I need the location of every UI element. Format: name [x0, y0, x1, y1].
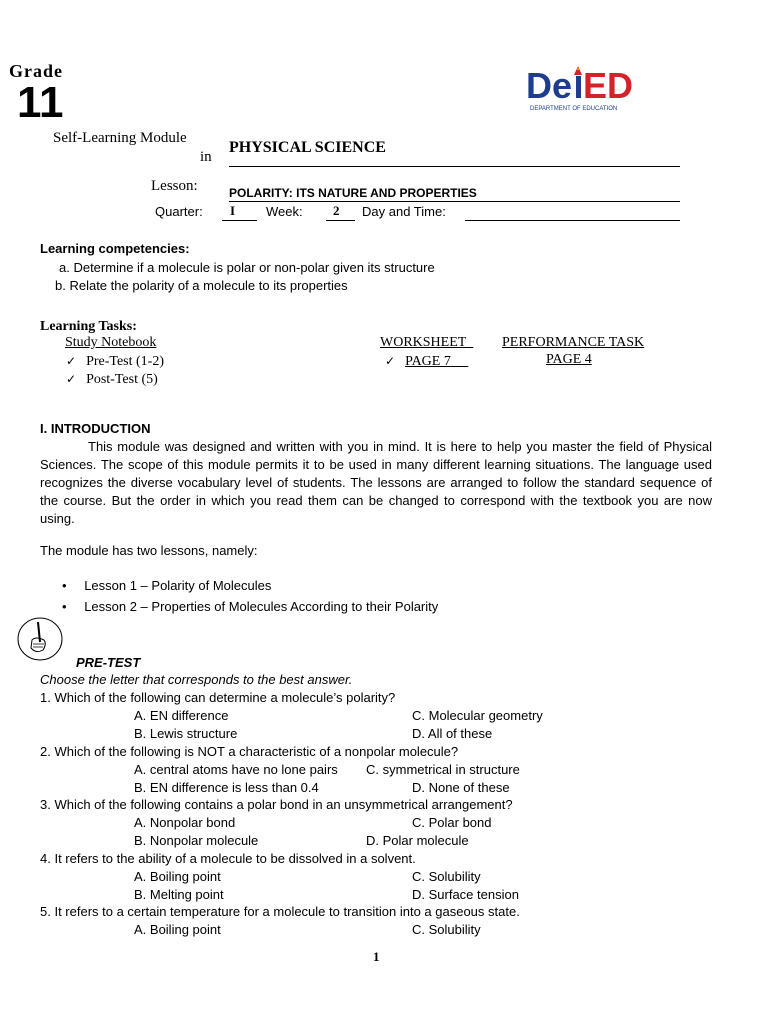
notebook-heading: Study Notebook — [65, 335, 157, 350]
performance-heading: PERFORMANCE TASK — [502, 335, 645, 350]
pencil-hand-icon — [16, 616, 64, 662]
deped-logo-graphic — [522, 64, 652, 116]
q3-option-a: A. Nonpolar bond — [134, 815, 236, 830]
quarter-value: I — [230, 203, 236, 218]
tasks-heading: Learning Tasks: — [40, 319, 137, 334]
question-3: 3. Which of the following contains a polar bond in an unsymmetrical arrangement? — [40, 797, 513, 812]
q2-option-d: D. None of these — [412, 780, 510, 795]
subject-underline — [229, 166, 680, 167]
grade-word: Grade — [9, 61, 63, 81]
module-label: Self-Learning Module — [53, 130, 187, 146]
q1-option-c: C. Molecular geometry — [412, 708, 543, 723]
lesson-list-item-2 — [62, 599, 438, 614]
day-time-label: Day and Time: — [362, 204, 446, 219]
check-icon: ✓ — [66, 372, 77, 386]
pretest-heading: PRE-TEST — [76, 655, 141, 670]
lesson-underline — [229, 201, 680, 202]
check-icon: ✓ — [66, 354, 77, 368]
svg-text:De: De — [526, 65, 573, 106]
week-underline — [326, 220, 355, 221]
quarter-underline — [222, 220, 257, 221]
in-label: in — [200, 149, 212, 165]
q1-option-b: B. Lewis structure — [134, 726, 238, 741]
q2-option-c: C. symmetrical in structure — [366, 762, 520, 777]
competency-a: a. Determine if a molecule is polar or non-polar given its structure — [59, 260, 435, 275]
competency-b: b. Relate the polarity of a molecule to its properties — [55, 278, 348, 293]
subject-title: PHYSICAL SCIENCE — [229, 139, 386, 156]
lesson-list-item-1 — [62, 578, 271, 593]
q4-option-c: C. Solubility — [412, 869, 481, 884]
worksheet-heading: WORKSHEET — [380, 335, 467, 350]
quarter-label: Quarter: — [155, 204, 203, 219]
worksheet-page: PAGE 7 — [405, 354, 451, 369]
pretest-instruction: Choose the letter that corresponds to the best answer. — [40, 672, 353, 687]
question-1: 1. Which of the following can determine a molecule’s polarity? — [40, 690, 396, 705]
lesson-label: Lesson: — [151, 178, 198, 194]
notebook-item-label: Pre-Test (1-2) — [86, 354, 164, 369]
question-2: 2. Which of the following is NOT a characteristic of a nonpolar molecule? — [40, 744, 459, 759]
question-5: 5. It refers to a certain temperature for a molecule to transition into a gaseous state. — [40, 904, 520, 919]
q3-option-d: D. Polar molecule — [366, 833, 469, 848]
week-label: Week: — [266, 204, 303, 219]
q1-option-a: A. EN difference — [134, 708, 229, 723]
q3-option-b: B. Nonpolar molecule — [134, 833, 259, 848]
bullet-icon: • — [62, 599, 67, 614]
lesson-list-label: Lesson 2 – Properties of Molecules According to their Polarity — [84, 599, 439, 614]
notebook-item-2 — [66, 370, 158, 388]
q4-option-d: D. Surface tension — [412, 887, 519, 902]
check-icon: ✓ — [385, 354, 396, 368]
bullet-icon: • — [62, 578, 67, 593]
day-time-underline — [465, 220, 680, 221]
grade-number: 11 — [17, 78, 64, 127]
notebook-item-label: Post-Test (5) — [86, 372, 158, 387]
q2-option-b: B. EN difference is less than 0.4 — [134, 780, 319, 795]
performance-item: PAGE 4 — [546, 352, 592, 367]
q5-option-a: A. Boiling point — [134, 922, 221, 937]
notebook-item-1 — [66, 352, 164, 370]
q3-option-c: C. Polar bond — [412, 815, 492, 830]
intro-paragraph: This module was designed and written with you in mind. It is here to help you master the field of Physical Sciences. The scope of this module permits it to be used in many different learning situations. The language used recognizes the diverse vocabulary level of students. The lessons are arranged to follow the standard sequence of the course. But the order in which you read them can be changed to correspond with the textbook you are now using. — [40, 439, 712, 526]
competencies-heading: Learning competencies: — [40, 241, 190, 256]
lesson-list-label: Lesson 1 – Polarity of Molecules — [84, 578, 272, 593]
q4-option-a: A. Boiling point — [134, 869, 221, 884]
q2-option-a: A. central atoms have no lone pairs — [134, 762, 338, 777]
q4-option-b: B. Melting point — [134, 887, 224, 902]
week-value: 2 — [333, 203, 340, 218]
worksheet-item — [385, 352, 468, 370]
q5-option-c: C. Solubility — [412, 922, 481, 937]
logo-subtext: DEPARTMENT OF EDUCATION — [530, 106, 618, 112]
lessons-intro: The module has two lessons, namely: — [40, 543, 258, 558]
intro-heading: I. INTRODUCTION — [40, 421, 151, 436]
svg-text:ED: ED — [583, 65, 634, 106]
q1-option-d: D. All of these — [412, 726, 493, 741]
page-number: 1 — [373, 949, 380, 964]
lesson-title: POLARITY: ITS NATURE AND PROPERTIES — [229, 186, 477, 200]
deped-logo — [522, 64, 652, 116]
question-4: 4. It refers to the ability of a molecule to be dissolved in a solvent. — [40, 851, 416, 866]
